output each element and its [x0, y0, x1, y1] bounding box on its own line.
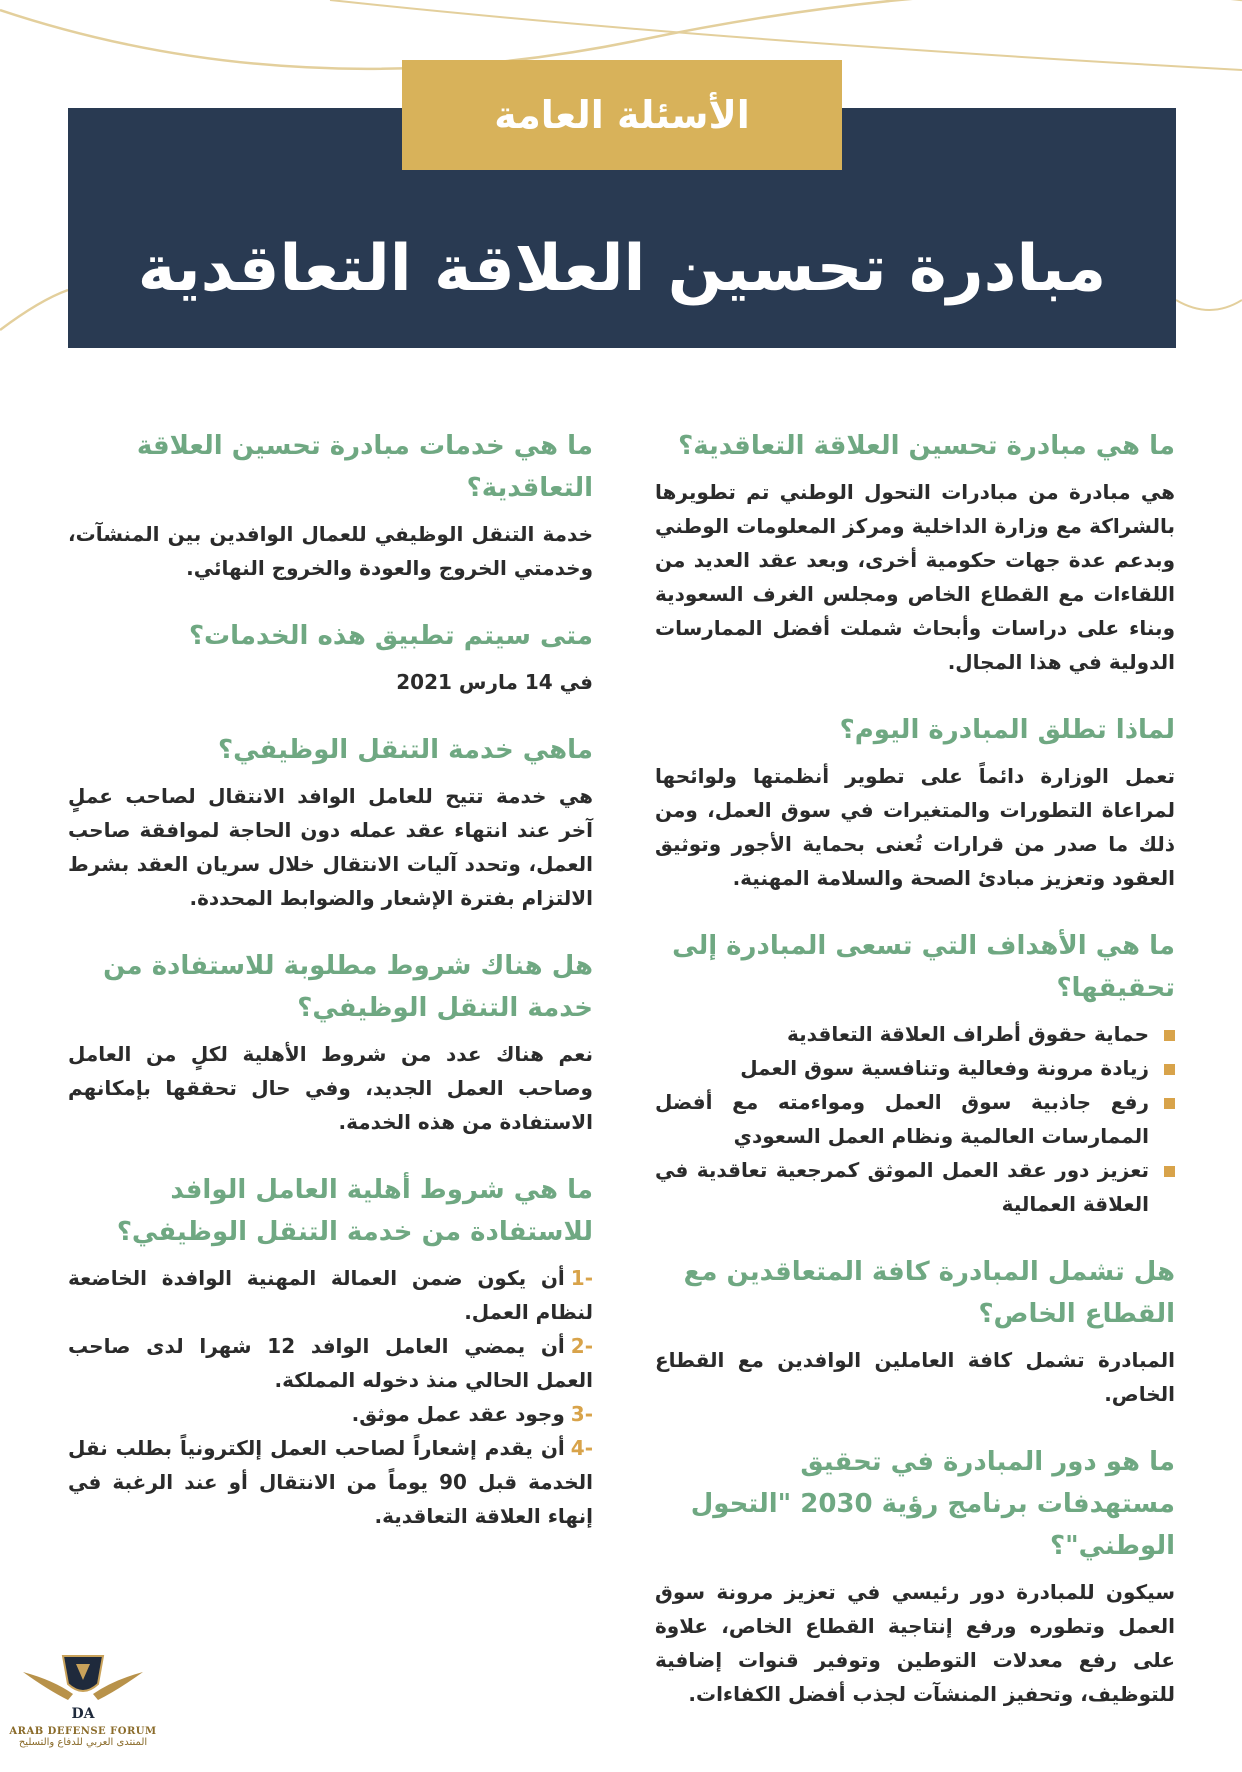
faq-item [655, 709, 1175, 895]
faq-item [655, 925, 1175, 1221]
faq-item [68, 945, 593, 1139]
left-column [68, 425, 593, 1563]
square-bullet-icon [1164, 1064, 1175, 1075]
faq-item [68, 729, 593, 915]
faq-question: ما هي خدمات مبادرة تحسين العلاقة التعاقدية؟ [136, 431, 593, 503]
faq-question: ما هي شروط أهلية العامل الوافد للاستفادة من خدمة التنقل الوظيفي؟ [116, 1175, 593, 1247]
faq-item [68, 425, 593, 585]
faq-answer: في 14 مارس 2021 [396, 670, 593, 694]
faq-item [655, 1441, 1175, 1711]
list-item: زيادة مرونة وفعالية وتنافسية سوق العمل [655, 1051, 1175, 1085]
faq-question: ما هي مبادرة تحسين العلاقة التعاقدية؟ [678, 431, 1175, 461]
faq-answer: نعم هناك عدد من شروط الأهلية لكلٍ من العامل وصاحب العمل الجديد، وفي حال تحققها بإمكانهم الاستفادة من هذه الخدمة. [68, 1042, 593, 1134]
list-item: -4أن يقدم إشعاراً لصاحب العمل إلكترونياً بطلب نقل الخدمة قبل 90 يوماً من الانتقال أو عند الرغبة في إنهاء العلاقة التعاقدية. [68, 1436, 594, 1528]
faq-answer: هي مبادرة من مبادرات التحول الوطني تم تطويرها بالشراكة مع وزارة الداخلية ومركز المعلومات الوطني وبدعم عدة جهات حكومية أخرى، وبعد عقد العديد من اللقاءات مع القطاع الخاص ومجلس الغرف السعودية وبناء على دراسات وأبحاث شملت أفضل الممارسات الدولية في هذا المجال. [655, 480, 1175, 674]
right-column [655, 425, 1175, 1741]
faq-question: ما هو دور المبادرة في تحقيق مستهدفات برنامج رؤية 2030 "التحول الوطني"؟ [690, 1447, 1175, 1561]
faq-question: ما هي الأهداف التي تسعى المبادرة إلى تحقيقها؟ [672, 931, 1175, 1003]
faq-answer: خدمة التنقل الوظيفي للعمال الوافدين بين المنشآت، وخدمتي الخروج والعودة والخروج النهائي. [68, 522, 593, 580]
list-item: تعزيز دور عقد العمل الموثق كمرجعية تعاقدية في العلاقة العمالية [655, 1153, 1175, 1221]
square-bullet-icon [1164, 1098, 1175, 1109]
list-item: -1أن يكون ضمن العمالة المهنية الوافدة الخاضعة لنظام العمل. [68, 1266, 593, 1324]
faq-question: متى سيتم تطبيق هذه الخدمات؟ [188, 621, 593, 651]
forum-name-ar: المنتدى العربي للدفاع والتسليح [18, 1737, 148, 1748]
eagle-shield-icon [18, 1650, 148, 1726]
faq-answer: سيكون للمبادرة دور رئيسي في تعزيز مرونة سوق العمل وتطوره ورفع إنتاجية القطاع الخاص، علاوة على رفع معدلات التوطين وتوفير قنوات إضافية للتوظيف، وتحفيز المنشآت لجذب أفضل الكفاءات. [655, 1580, 1175, 1706]
faq-question: ماهي خدمة التنقل الوظيفي؟ [218, 735, 593, 765]
faq-question: هل هناك شروط مطلوبة للاستفادة من خدمة التنقل الوظيفي؟ [103, 951, 593, 1023]
faq-item [68, 615, 593, 699]
faq-item [68, 1169, 593, 1533]
eligibility-list [68, 1261, 593, 1533]
forum-name-en: ARAB DEFENSE FORUM [9, 1726, 157, 1737]
section-tag: الأسئلة العامة [402, 60, 842, 170]
faq-item [655, 1251, 1175, 1411]
faq-item [655, 425, 1175, 679]
faq-question: لماذا تطلق المبادرة اليوم؟ [839, 715, 1175, 745]
goals-list [655, 1017, 1175, 1221]
item-number: -1 [570, 1266, 593, 1290]
square-bullet-icon [1164, 1030, 1175, 1041]
faq-question: هل تشمل المبادرة كافة المتعاقدين مع القطاع الخاص؟ [683, 1257, 1175, 1329]
item-number: -3 [570, 1402, 593, 1426]
list-item: رفع جاذبية سوق العمل ومواءمته مع أفضل الممارسات العالمية ونظام العمل السعودي [655, 1085, 1175, 1153]
list-item: -3وجود عقد عمل موثق. [351, 1402, 593, 1426]
item-number: -2 [570, 1334, 593, 1358]
page-title: مبادرة تحسين العلاقة التعاقدية [137, 232, 1107, 306]
item-number: -4 [570, 1436, 593, 1460]
svg-text:DA: DA [71, 1706, 95, 1722]
square-bullet-icon [1164, 1166, 1175, 1177]
faq-answer: تعمل الوزارة دائماً على تطوير أنظمتها ولوائحها لمراعاة التطورات والمتغيرات في سوق العمل، ومن ذلك ما صدر من قرارات تُعنى بحماية الأجور وتوثيق العقود وتعزيز مبادئ الصحة والسلامة المهنية. [655, 764, 1175, 890]
list-item: حماية حقوق أطراف العلاقة التعاقدية [655, 1017, 1175, 1051]
forum-logo [8, 1650, 158, 1768]
faq-answer: المبادرة تشمل كافة العاملين الوافدين مع القطاع الخاص. [655, 1348, 1175, 1406]
list-item: -2أن يمضي العامل الوافد 12 شهرا لدى صاحب العمل الحالي منذ دخوله المملكة. [68, 1334, 593, 1392]
faq-answer: هي خدمة تتيح للعامل الوافد الانتقال لصاحب عملٍ آخر عند انتهاء عقد عمله دون الحاجة لموافقة صاحب العمل، وتحدد آليات الانتقال خلال سريان العقد بشرط الالتزام بفترة الإشعار والضوابط المحددة. [68, 784, 593, 910]
